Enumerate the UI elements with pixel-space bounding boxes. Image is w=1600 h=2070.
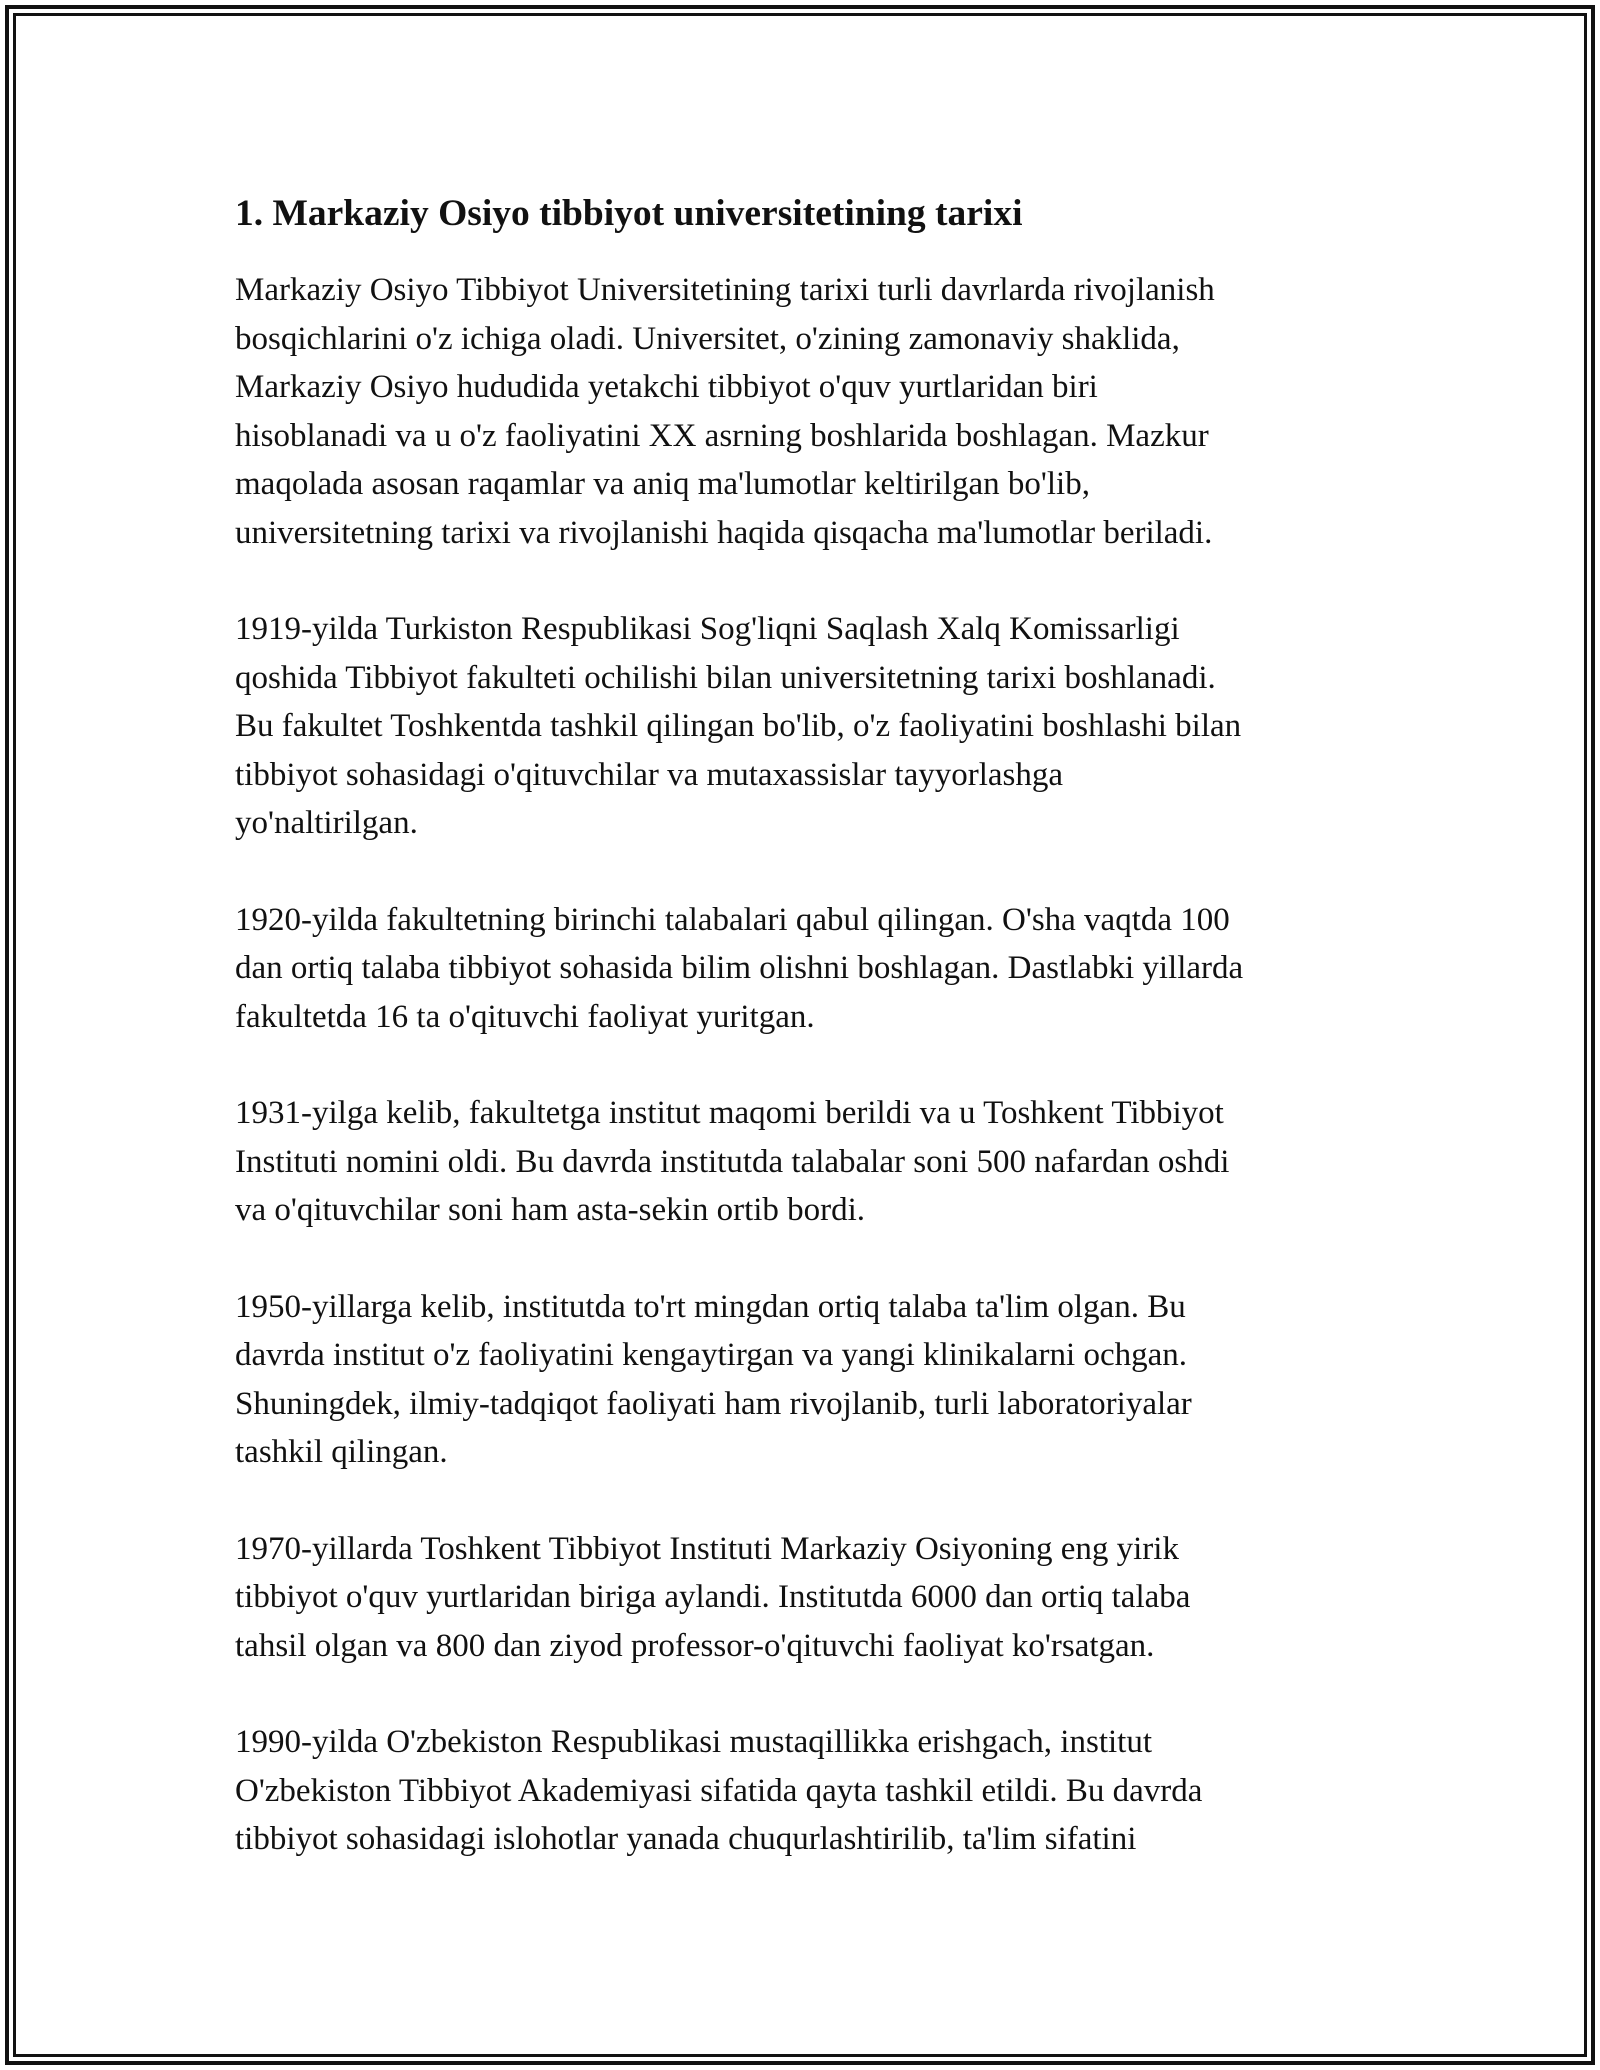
paragraph-1950 bbox=[235, 1283, 1365, 1477]
paragraph-1920 bbox=[235, 896, 1365, 1042]
text-line: qoshida Tibbiyot fakulteti ochilishi bilan universitetning tarixi boshlanadi. bbox=[235, 659, 1216, 696]
paragraph-1919 bbox=[235, 605, 1365, 848]
text-line: maqolada asosan raqamlar va aniq ma'lumotlar keltirilgan bo'lib, bbox=[235, 466, 1090, 502]
paragraph-1990 bbox=[235, 1718, 1365, 1864]
text-line: dan ortiq talaba tibbiyot sohasida bilim olishni boshlagan. Dastlabki yillarda bbox=[235, 950, 1244, 986]
text-line: fakultetda 16 ta o'qituvchi faoliyat yuritgan. bbox=[235, 998, 815, 1035]
text-line: bosqichlarini o'z ichiga oladi. Universitet, o'zining zamonaviy shaklida, bbox=[235, 320, 1180, 357]
text-line: 1919-yilda Turkiston Respublikasi Sog'liqni Saqlash Xalq Komissarligi bbox=[235, 611, 1180, 647]
text-line: 1990-yilda O'zbekiston Respublikasi mustaqillikka erishgach, institut bbox=[235, 1724, 1152, 1760]
text-line: universitetning tarixi va rivojlanishi haqida qisqacha ma'lumotlar beriladi. bbox=[235, 514, 1213, 551]
text-line: yo'naltirilgan. bbox=[235, 805, 418, 841]
section-heading: 1. Markaziy Osiyo tibbiyot universitetining tarixi bbox=[235, 193, 1023, 234]
text-line: Markaziy Osiyo hududida yetakchi tibbiyot o'quv yurtlaridan biri bbox=[235, 369, 1098, 405]
text-line: davrda institut o'z faoliyatini kengaytirgan va yangi klinikalarni ochgan. bbox=[235, 1337, 1187, 1373]
text-line: tibbiyot o'quv yurtlaridan biriga aylandi. Institutda 6000 dan ortiq talaba bbox=[235, 1579, 1191, 1615]
text-line: 1950-yillarga kelib, institutda to'rt mingdan ortiq talaba ta'lim olgan. Bu bbox=[235, 1288, 1186, 1325]
paragraph-1970 bbox=[235, 1525, 1365, 1671]
text-line: 1931-yilga kelib, fakultetga institut maqomi berildi va u Toshkent Tibbiyot bbox=[235, 1095, 1224, 1131]
paragraph-intro bbox=[235, 266, 1365, 557]
text-line: Shuningdek, ilmiy-tadqiqot faoliyati ham rivojlanib, turli laboratoriyalar bbox=[235, 1385, 1192, 1422]
text-line: Markaziy Osiyo Tibbiyot Universitetining tarixi turli davrlarda rivojlanish bbox=[235, 272, 1215, 308]
text-line: tibbiyot sohasidagi o'qituvchilar va mutaxassislar tayyorlashga bbox=[235, 756, 1064, 793]
document-body bbox=[235, 190, 1365, 1912]
text-line: tahsil olgan va 800 dan ziyod professor-o'qituvchi faoliyat ko'rsatgan. bbox=[235, 1627, 1155, 1664]
text-line: tibbiyot sohasidagi islohotlar yanada chuqurlashtirilib, ta'lim sifatini bbox=[235, 1821, 1137, 1857]
text-line: Instituti nomini oldi. Bu davrda institutda talabalar soni 500 nafardan oshdi bbox=[235, 1143, 1230, 1180]
paragraph-1931 bbox=[235, 1089, 1365, 1235]
text-line: 1920-yilda fakultetning birinchi talabalari qabul qilingan. O'sha vaqtda 100 bbox=[235, 901, 1230, 938]
text-line: hisoblanadi va u o'z faoliyatini XX asrning boshlarida boshlagan. Mazkur bbox=[235, 417, 1209, 454]
text-line: Bu fakultet Toshkentda tashkil qilingan bo'lib, o'z faoliyatini boshlashi bilan bbox=[235, 708, 1242, 744]
text-line: 1970-yillarda Toshkent Tibbiyot Instituti Markaziy Osiyoning eng yirik bbox=[235, 1530, 1179, 1567]
text-line: va o'qituvchilar soni ham asta-sekin ortib bordi. bbox=[235, 1192, 866, 1228]
text-line: O'zbekiston Tibbiyot Akademiyasi sifatida qayta tashkil etildi. Bu davrda bbox=[235, 1772, 1203, 1809]
text-line: tashkil qilingan. bbox=[235, 1434, 448, 1470]
